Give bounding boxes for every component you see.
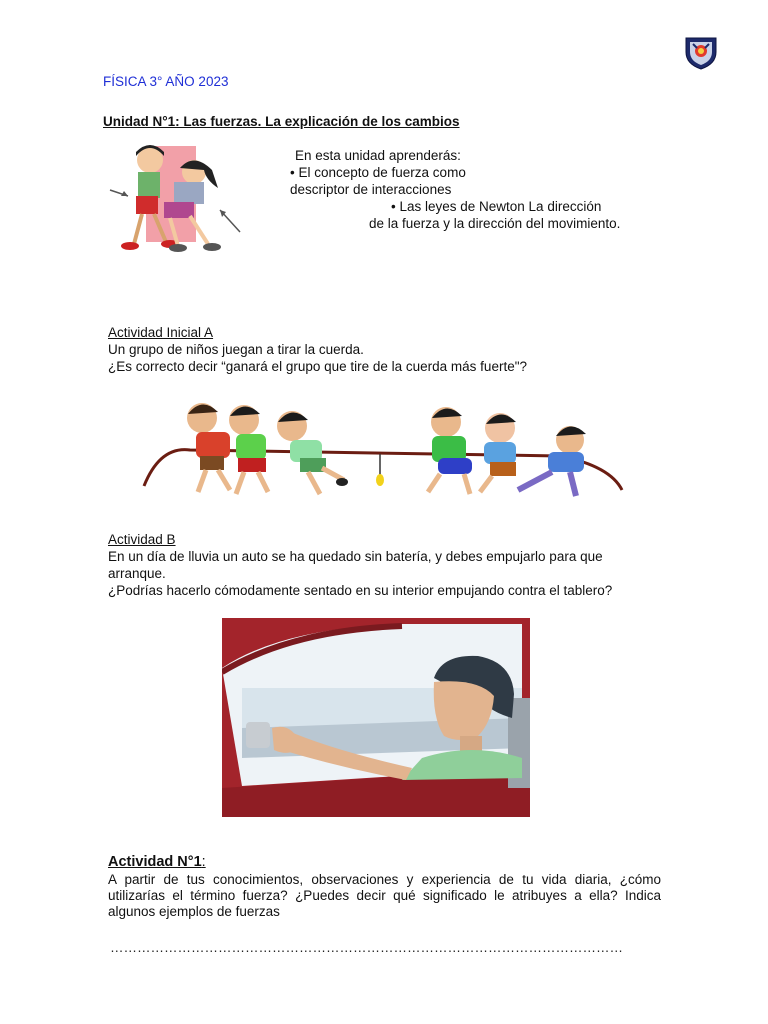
activity-b-title: Actividad B [108, 532, 176, 547]
course-title: FÍSICA 3° AÑO 2023 [103, 74, 229, 89]
activity-b-line-3: ¿Podrías hacerlo cómodamente sentado en su interior empujando contra el tablero? [108, 583, 613, 598]
activity-1-heading [108, 853, 206, 871]
activity-a-line-2: ¿Es correcto decir “ganará el grupo que tire de la cuerda más fuerte"? [108, 359, 528, 374]
activity-1-text: A partir de tus conocimientos, observaciones y experiencia de tu vida diaria, ¿cómo utilizarías el término fuerza? ¿Puedes decir qué significado le atribuyes a ella? Indica algunos ejemplos de fuerzas [108, 872, 661, 919]
unit-item-1-line-1: • El concepto de fuerza como [290, 165, 466, 180]
unit-item-2-line-2: de la fuerza y la dirección del movimiento. [369, 216, 621, 231]
tug-of-war-illustration [140, 396, 628, 524]
activity-b-line-1: En un día de lluvia un auto se ha quedado sin batería, y debes empujarlo para que [108, 549, 603, 564]
unit-title: Unidad N°1: Las fuerzas. La explicación de los cambios [103, 114, 460, 129]
unit-intro: En esta unidad aprenderás: [295, 148, 461, 163]
unit-item-1-line-2: descriptor de interacciones [290, 182, 452, 197]
answer-line: …………………………………………………………………………………………………… [110, 940, 623, 955]
unit-item-2-line-1: • Las leyes de Newton La dirección [391, 199, 602, 214]
kids-pushing-illustration [108, 140, 248, 258]
activity-a-line-1: Un grupo de niños juegan a tirar la cuerda. [108, 342, 364, 357]
school-crest-icon [683, 34, 719, 70]
activity-1-colon: : [201, 854, 206, 870]
activity-a-title: Actividad Inicial A [108, 325, 214, 340]
activity-b-line-2: arranque. [108, 566, 166, 581]
man-driving-car-illustration [222, 618, 530, 817]
activity-1-title: Actividad N°1 [108, 854, 202, 870]
